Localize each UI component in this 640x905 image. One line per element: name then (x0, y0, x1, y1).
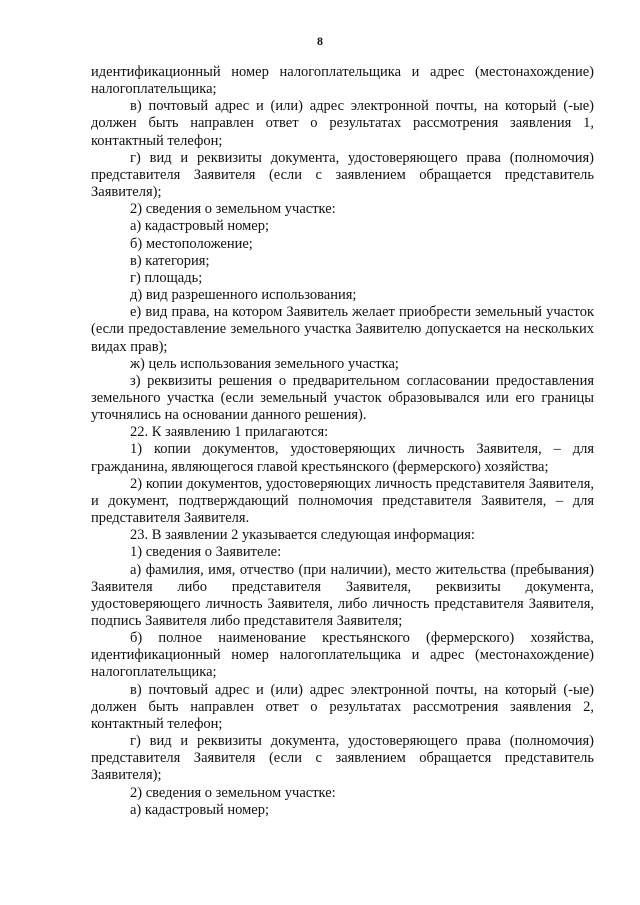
paragraph-land-plot-info-1: 2) сведения о земельном участке: (130, 201, 336, 218)
section-23-heading: 23. В заявлении 2 указывается следующая информация: (130, 527, 475, 544)
list-item-location: б) местоположение; (130, 235, 253, 252)
list-item-right-type: е) вид права, на котором Заявитель желает приобрести земельный участок (если предоставление земельного участка Заявителю допускается на нескольких видах прав); (91, 304, 594, 355)
page-number: 8 (317, 34, 323, 48)
paragraph-continuation: идентификационный номер налогоплательщика и адрес (местонахождение) налогоплательщика; (91, 64, 594, 98)
list-item-farm-name: б) полное наименование крестьянского (фермерского) хозяйства, идентификационный номер налогоплательщика и адрес (местонахождение) налогоплательщика; (91, 630, 594, 681)
list-item-decision-details: з) реквизиты решения о предварительном согласовании предоставления земельного участка (если земельный участок образовывался или его границы уточнялись на основании данного решения). (91, 372, 594, 424)
section-22-heading: 22. К заявлению 1 прилагаются: (130, 424, 329, 441)
paragraph-land-plot-info-2: 2) сведения о земельном участке: (130, 784, 336, 801)
list-item-category: в) категория; (130, 252, 210, 269)
paragraph-representative-document-1: г) вид и реквизиты документа, удостоверяющего права (полномочия) представителя Заявителя (если с заявлением обращается представитель Заявителя); (91, 149, 594, 201)
list-item-cadastral-number-2: а) кадастровый номер; (130, 801, 270, 818)
document-body (91, 64, 594, 819)
list-item-full-name: а) фамилия, имя, отчество (при наличии), место жительства (пребывания) Заявителя либо представителя Заявителя, реквизиты документа, удостоверяющего личность Заявителя, либо личность представителя Заявителя, подпись Заявителя либо представителя Заявителя; (91, 561, 594, 629)
list-item-permitted-use: д) вид разрешенного использования; (130, 287, 357, 304)
paragraph-postal-address-1: в) почтовый адрес и (или) адрес электронной почты, на который (-ые) должен быть направлен ответ о результатах рассмотрения заявления 1, контактный телефон; (91, 98, 594, 149)
list-item-cadastral-number: а) кадастровый номер; (130, 218, 270, 235)
paragraph-representative-document-2: г) вид и реквизиты документа, удостоверяющего права (полномочия) представителя Заявителя (если с заявлением обращается представитель Заявителя); (91, 733, 594, 784)
section-22-item-2: 2) копии документов, удостоверяющих личность представителя Заявителя, и документ, подтверждающий полномочия представителя Заявителя, – для представителя Заявителя. (91, 475, 594, 527)
list-item-area: г) площадь; (130, 269, 203, 286)
list-item-use-purpose: ж) цель использования земельного участка; (130, 355, 399, 372)
applicant-info-heading: 1) сведения о Заявителе: (130, 544, 282, 561)
paragraph-postal-address-2: в) почтовый адрес и (или) адрес электронной почты, на который (-ые) должен быть направлен ответ о результатах рассмотрения заявления 2, контактный телефон; (91, 681, 594, 732)
section-22-item-1: 1) копии документов, удостоверяющих личность Заявителя, – для гражданина, являющегося главой крестьянского (фермерского) хозяйства; (91, 441, 594, 475)
